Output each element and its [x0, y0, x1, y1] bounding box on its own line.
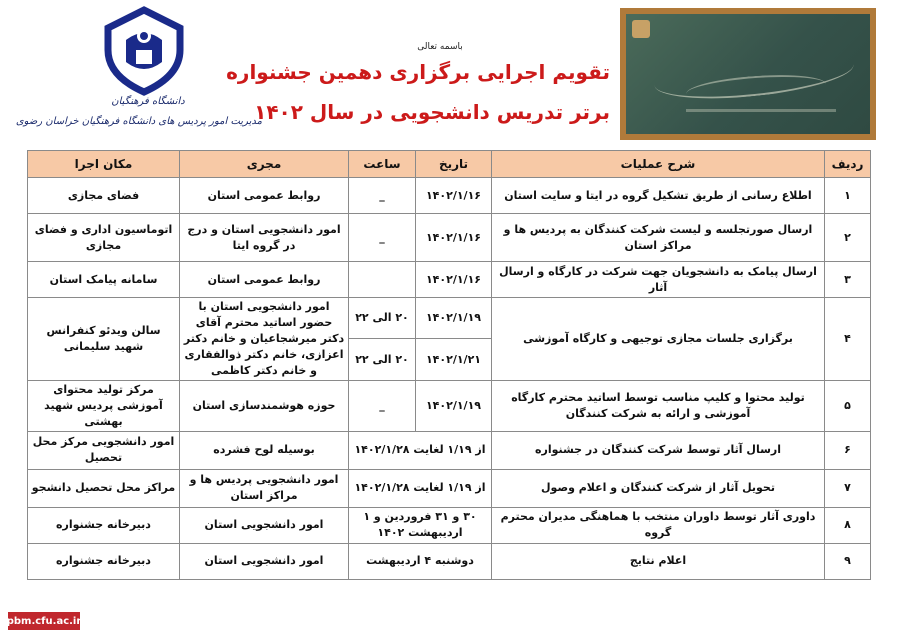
- row-num: ۶: [825, 431, 871, 469]
- site-watermark: pbm.cfu.ac.ir: [8, 612, 80, 630]
- row-place: امور دانشجویی مرکز محل تحصیل: [28, 431, 180, 469]
- row-time: _: [349, 214, 416, 262]
- festival-banner: [620, 8, 876, 140]
- row-op: ارسال پیامک به دانشجویان جهت شرکت در کارگاه و ارسال آثار: [492, 262, 825, 298]
- col-header-date: تاریخ: [416, 151, 492, 178]
- row-exec: روابط عمومی استان: [180, 178, 349, 214]
- table-row: [28, 214, 871, 262]
- table-row: [28, 543, 871, 579]
- row-op: تولید محتوا و کلیپ مناسب توسط اساتید محترم کارگاه آموزشی و ارائه به شرکت کنندگان: [492, 380, 825, 431]
- row-datetime: از ۱/۱۹ لغایت ۱۴۰۲/۱/۲۸: [349, 469, 492, 507]
- university-name: دانشگاه فرهنگیان: [111, 96, 185, 107]
- table-row: [28, 262, 871, 298]
- row-num: ۴: [825, 298, 871, 381]
- row-num: ۳: [825, 262, 871, 298]
- row-op: ارسال صورتجلسه و لیست شرکت کنندگان به پردیس ها و مراکز استان: [492, 214, 825, 262]
- table-header-row: [28, 151, 871, 178]
- university-logo-icon: [100, 6, 188, 96]
- bismillah: باسمه تعالی: [417, 42, 463, 52]
- row-exec: امور دانشجویی استان و درج در گروه ایتا: [180, 214, 349, 262]
- row-place: دبیرخانه جشنواره: [28, 543, 180, 579]
- schedule-table: [27, 150, 871, 580]
- col-header-time: ساعت: [349, 151, 416, 178]
- row-op: اعلام نتایج: [492, 543, 825, 579]
- col-header-num: ردیف: [825, 151, 871, 178]
- row-exec: امور دانشجویی پردیس ها و مراکز استان: [180, 469, 349, 507]
- col-header-place: مکان اجرا: [28, 151, 180, 178]
- department-name: مدیریت امور پردیس های دانشگاه فرهنگیان خراسان رضوی: [15, 116, 262, 127]
- row-time: ۲۰ الی ۲۲: [349, 298, 416, 339]
- row-op: اطلاع رسانی از طریق تشکیل گروه در ایتا و سایت استان: [492, 178, 825, 214]
- row-date: ۱۴۰۲/۱/۱۹: [416, 298, 492, 339]
- row-num: ۱: [825, 178, 871, 214]
- row-op: داوری آثار توسط داوران منتخب با هماهنگی مدیران محترم گروه: [492, 507, 825, 543]
- col-header-op: شرح عملیات: [492, 151, 825, 178]
- chalkboard-image: [626, 14, 870, 134]
- row-datetime: ۳۰ و ۳۱ فروردین و ۱ اردیبهشت ۱۴۰۲: [349, 507, 492, 543]
- row-time: [349, 262, 416, 298]
- row-datetime: از ۱/۱۹ لغایت ۱۴۰۲/۱/۲۸: [349, 431, 492, 469]
- row-date: ۱۴۰۲/۱/۱۶: [416, 262, 492, 298]
- row-place: فضای مجازی: [28, 178, 180, 214]
- row-op: ارسال آثار توسط شرکت کنندگان در جشنواره: [492, 431, 825, 469]
- table-row: [28, 431, 871, 469]
- row-time: ۲۰ الی ۲۲: [349, 339, 416, 380]
- row-exec: بوسیله لوح فشرده: [180, 431, 349, 469]
- table-row: [28, 507, 871, 543]
- row-datetime: دوشنبه ۴ اردیبهشت: [349, 543, 492, 579]
- table-row: [28, 298, 871, 339]
- row-date: ۱۴۰۲/۱/۱۹: [416, 380, 492, 431]
- university-emblem-icon: [632, 20, 650, 38]
- row-place: مراکز محل تحصیل دانشجو: [28, 469, 180, 507]
- table-row: [28, 380, 871, 431]
- page-subtitle: برتر تدریس دانشجویی در سال ۱۴۰۲: [254, 100, 610, 124]
- row-op: تحویل آثار از شرکت کنندگان و اعلام وصول: [492, 469, 825, 507]
- row-place: دبیرخانه جشنواره: [28, 507, 180, 543]
- row-num: ۹: [825, 543, 871, 579]
- row-exec: حوزه هوشمندسازی استان: [180, 380, 349, 431]
- row-num: ۵: [825, 380, 871, 431]
- row-place: سامانه پیامک استان: [28, 262, 180, 298]
- row-num: ۲: [825, 214, 871, 262]
- page-title: تقویم اجرایی برگزاری دهمین جشنواره: [226, 60, 610, 84]
- row-date: ۱۴۰۲/۱/۲۱: [416, 339, 492, 380]
- table-row: [28, 178, 871, 214]
- row-exec: روابط عمومی استان: [180, 262, 349, 298]
- row-time: _: [349, 178, 416, 214]
- row-num: ۸: [825, 507, 871, 543]
- row-time: _: [349, 380, 416, 431]
- row-place: مرکز تولید محتوای آموزشی پردیس شهید بهشتی: [28, 380, 180, 431]
- row-exec: امور دانشجویی استان: [180, 507, 349, 543]
- row-place: اتوماسیون اداری و فضای مجازی: [28, 214, 180, 262]
- col-header-exec: مجری: [180, 151, 349, 178]
- row-op: برگزاری جلسات مجازی توجیهی و کارگاه آموزشی: [492, 298, 825, 381]
- table-row: [28, 469, 871, 507]
- row-exec: امور دانشجویی استان با حضور اساتید محترم آقای دکتر میرشجاعیان و خانم دکتر اعزازی، خانم دکتر ذوالفقاری و خانم دکتر کاظمی: [180, 298, 349, 381]
- footer-bar: [0, 606, 900, 636]
- row-date: ۱۴۰۲/۱/۱۶: [416, 214, 492, 262]
- calligraphy-subline: [686, 109, 836, 112]
- row-place: سالن ویدئو کنفرانس شهید سلیمانی: [28, 298, 180, 381]
- row-exec: امور دانشجویی استان: [180, 543, 349, 579]
- row-date: ۱۴۰۲/۱/۱۶: [416, 178, 492, 214]
- row-num: ۷: [825, 469, 871, 507]
